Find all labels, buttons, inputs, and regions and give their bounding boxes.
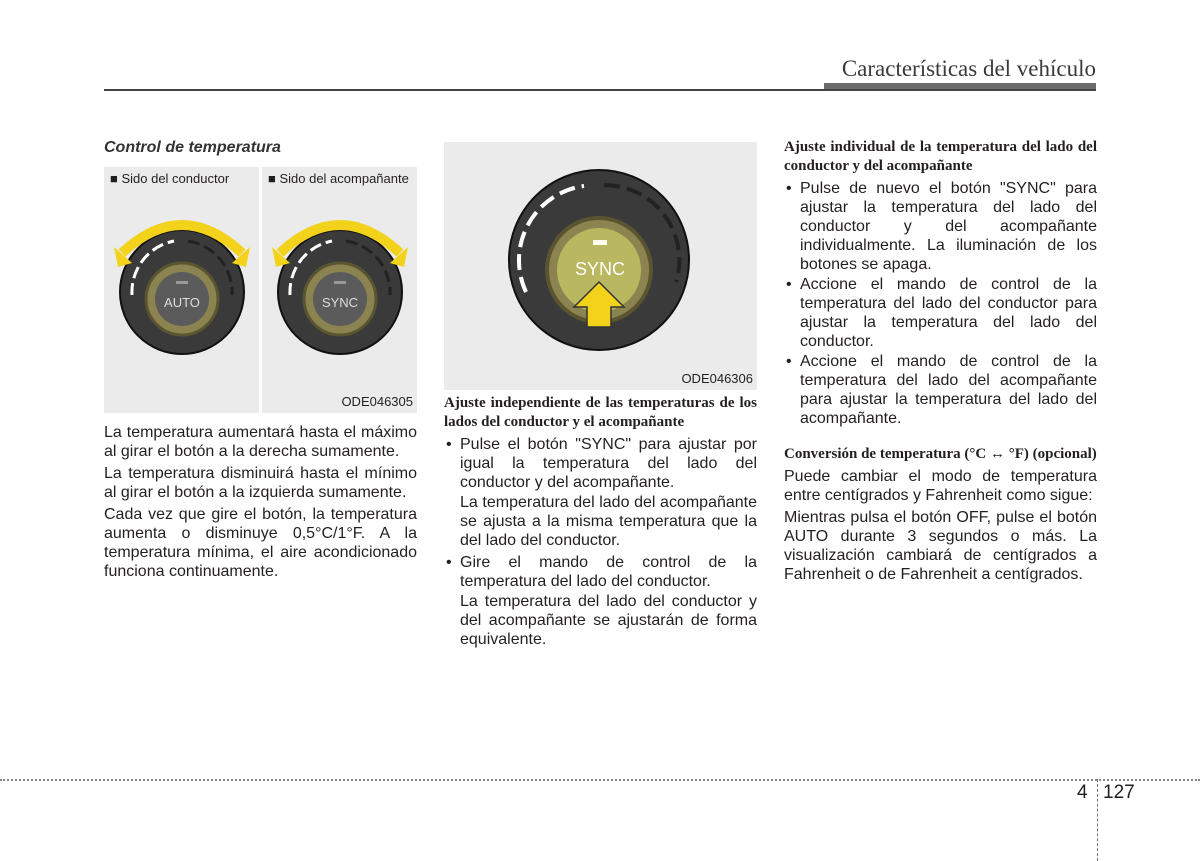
paragraph: La temperatura disminuirá hasta el mínimo al girar el botón a la izquierda sumamente. (104, 465, 417, 501)
figure-dials (104, 167, 417, 413)
chapter-number: 4 (1077, 782, 1088, 803)
paragraph: La temperatura del lado del acompañante se ajusta a la misma temperatura que la del lado del conductor. (460, 494, 757, 549)
panel-label: ■ Sido del conductor (110, 171, 230, 186)
paragraph: Puede cambiar el modo de temperatura entre centígrados y Fahrenheit como sigue: (784, 468, 1097, 504)
footer-divider (1097, 779, 1098, 861)
paragraph: La temperatura aumentará hasta el máximo al girar el botón a la derecha sumamente. (104, 424, 417, 460)
header-rule (104, 89, 1096, 91)
page-number: 127 (1103, 782, 1135, 803)
svg-text:AUTO: AUTO (164, 295, 200, 310)
column-3 (784, 138, 1097, 587)
section-title: Control de temperatura (104, 139, 281, 156)
temperature-dial-icon (262, 167, 417, 413)
bullet-list (444, 435, 757, 492)
sync-button-icon (444, 142, 757, 390)
subheading: Ajuste individual de la temperatura del lado del conductor y del acompañante (784, 139, 1097, 174)
footer-rule (0, 779, 1200, 781)
subheading: Ajuste independiente de las temperaturas de los lados del conductor y el acompañante (444, 395, 757, 430)
list-item: • Accione el mando de control de la temperatura del lado del conductor para ajustar la temperatura del lado del conductor. (784, 275, 1097, 351)
subheading: Conversión de temperatura (°C ↔ °F) (opcional) (784, 446, 1097, 462)
paragraph: La temperatura del lado del conductor y del acompañante se ajustarán de forma equivalente. (460, 593, 757, 648)
panel-passenger (262, 167, 417, 413)
column-1 (104, 138, 417, 584)
paragraph: Cada vez que gire el botón, la temperatura aumenta o disminuye 0,5°C/1°F. A la temperatura mínima, el aire acondicionado funciona continuamente. (104, 506, 417, 580)
svg-text:SYNC: SYNC (574, 259, 626, 279)
figure-code: ODE046306 (681, 371, 753, 386)
paragraph: Mientras pulsa el botón OFF, pulse el botón AUTO durante 3 segundos o más. La visualización cambiará de centígrados a Fahrenheit o de Fahrenheit a centígrados. (784, 509, 1097, 583)
svg-text:SYNC: SYNC (321, 295, 359, 310)
figure-sync-dial (444, 142, 757, 390)
temperature-dial-icon (104, 167, 259, 413)
list-item: • Accione el mando de control de la temperatura del lado del acompañante para ajustar la temperatura del lado del acompañante. (784, 352, 1097, 428)
figure-code: ODE046305 (341, 394, 413, 409)
column-2 (444, 142, 757, 652)
list-item: • Pulse el botón "SYNC" para ajustar por igual la temperatura del lado del conductor y del acompañante. (444, 435, 757, 492)
list-item: • Gire el mando de control de la temperatura del lado del conductor. (444, 553, 757, 591)
bullet-list (784, 179, 1097, 428)
panel-label: ■ Sido del acompañante (268, 171, 409, 186)
bullet-list (444, 553, 757, 591)
running-header-title: Características del vehículo (841, 56, 1096, 81)
list-item: • Pulse de nuevo el botón "SYNC" para ajustar la temperatura del lado del conductor y del acompañante individualmente. La iluminación de los botones se apaga. (784, 179, 1097, 274)
panel-driver (104, 167, 259, 413)
